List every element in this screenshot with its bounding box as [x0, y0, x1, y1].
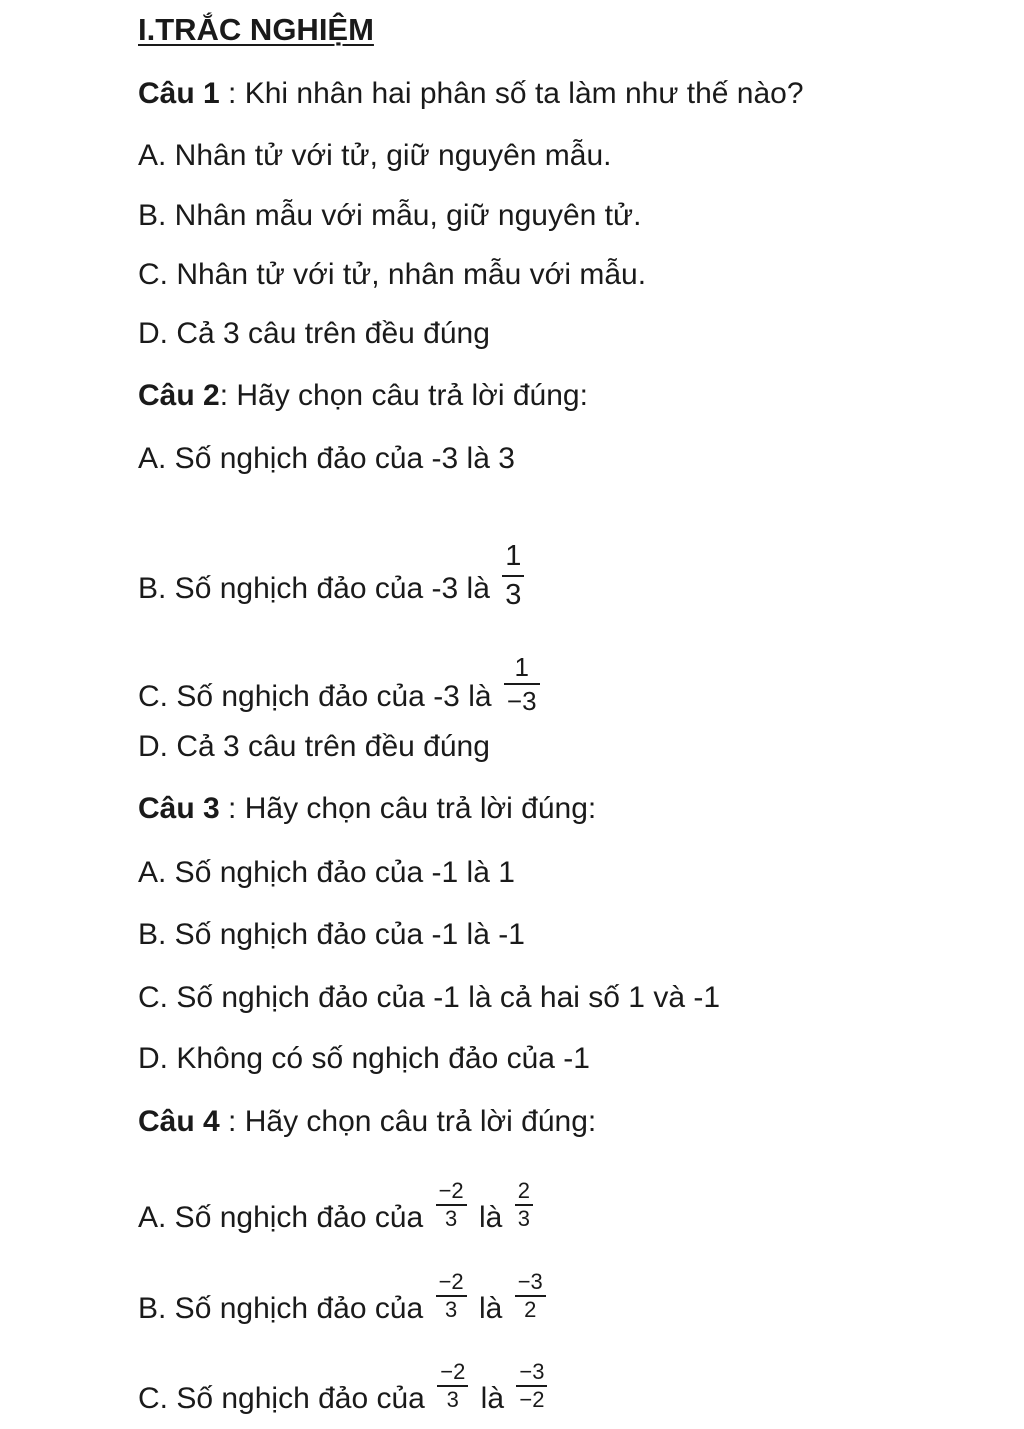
q2-option-b-text: B. Số nghịch đảo của -3 là [138, 571, 490, 605]
q4-option-b-fraction-1 [436, 1271, 467, 1321]
q1-option-d: D. Cả 3 câu trên đều đúng [138, 317, 490, 350]
question-2 [138, 378, 588, 414]
question-1-text: Khi nhân hai phân số ta làm như thế nào? [244, 77, 804, 110]
question-3-text: Hãy chọn câu trả lời đúng: [244, 792, 597, 825]
q2-option-d-text: D. Cả 3 câu trên đều đúng [138, 730, 490, 763]
section-title: I.TRẮC NGHIỆM [138, 12, 374, 47]
q2-option-c [138, 652, 544, 728]
q2-option-c-fraction [504, 654, 540, 714]
q3-option-b: B. Số nghịch đảo của -1 là -1 [138, 918, 525, 951]
q4-option-c-fraction-1 [437, 1361, 468, 1411]
q4-option-b [138, 1269, 550, 1335]
question-4-text: Hãy chọn câu trả lời đúng: [244, 1105, 597, 1138]
q2-option-b-fraction [502, 542, 524, 610]
question-3-sep: : [219, 792, 245, 825]
q1-option-c: C. Nhân tử với tử, nhân mẫu với mẫu. [138, 258, 647, 291]
q4-option-a-f1-denominator: 3 [444, 1206, 458, 1231]
q4-option-c-f1-denominator: 3 [446, 1387, 459, 1412]
q4-option-b-f2-numerator: −3 [515, 1271, 546, 1297]
q4-option-a-f1-numerator: −2 [436, 1180, 467, 1206]
q4-option-c-f1-numerator: −2 [437, 1361, 468, 1387]
q4-option-a-f2-numerator: 2 [515, 1180, 533, 1206]
q2-option-c-denominator: −3 [506, 686, 537, 716]
question-3-label: Câu 3 [138, 792, 220, 825]
q4-option-b-text: B. Số nghịch đảo của [138, 1291, 424, 1325]
q4-option-a-mid: là [479, 1200, 503, 1234]
q3-option-a: A. Số nghịch đảo của -1 là 1 [138, 856, 515, 889]
q4-option-c-mid: là [480, 1381, 505, 1415]
q4-option-a-f2-denominator: 3 [517, 1206, 530, 1231]
question-2-label: Câu 2 [138, 379, 220, 412]
q3-option-c: C. Số nghịch đảo của -1 là cả hai số 1 và -1 [138, 981, 721, 1014]
q2-option-a-text: A. Số nghịch đảo của -3 là 3 [138, 442, 515, 475]
q4-option-b-f2-denominator: 2 [524, 1297, 537, 1322]
q2-option-d [138, 729, 490, 765]
q4-option-a-text: A. Số nghịch đảo của [138, 1200, 424, 1234]
q4-option-b-fraction-2 [515, 1271, 546, 1321]
q4-option-b-mid: là [479, 1291, 503, 1325]
question-1-label: Câu 1 [138, 77, 220, 110]
q1-option-b: B. Nhân mẫu với mẫu, giữ nguyên tử. [138, 199, 642, 232]
q4-option-a [138, 1178, 537, 1244]
q2-option-b-numerator: 1 [502, 542, 524, 577]
q2-option-c-text: C. Số nghịch đảo của -3 là [138, 679, 492, 713]
q2-option-b [138, 540, 528, 624]
q2-option-a [138, 441, 515, 477]
q2-option-b-denominator: 3 [505, 579, 522, 611]
q4-option-b-f1-numerator: −2 [436, 1271, 467, 1297]
question-2-text: Hãy chọn câu trả lời đúng: [236, 379, 588, 412]
question-1 [138, 76, 804, 112]
q2-option-c-numerator: 1 [504, 654, 540, 685]
question-1-sep: : [219, 77, 245, 110]
question-4-label: Câu 4 [138, 1105, 220, 1138]
q4-option-c-fraction-2 [516, 1361, 547, 1411]
question-3 [138, 791, 596, 827]
q4-option-b-f1-denominator: 3 [444, 1297, 458, 1322]
q4-option-a-fraction-2 [515, 1180, 533, 1230]
q4-option-c-f2-numerator: −3 [516, 1361, 547, 1387]
q3-option-d: D. Không có số nghịch đảo của -1 [138, 1042, 590, 1075]
q4-option-c [138, 1359, 551, 1425]
question-2-sep: : [219, 379, 237, 412]
q4-option-c-text: C. Số nghịch đảo của [138, 1381, 425, 1415]
q1-option-a: A. Nhân tử với tử, giữ nguyên mẫu. [138, 139, 612, 172]
question-4-sep: : [219, 1105, 245, 1138]
q4-option-c-f2-denominator: −2 [519, 1387, 545, 1412]
q4-option-a-fraction-1 [436, 1180, 467, 1230]
question-4 [138, 1104, 596, 1140]
